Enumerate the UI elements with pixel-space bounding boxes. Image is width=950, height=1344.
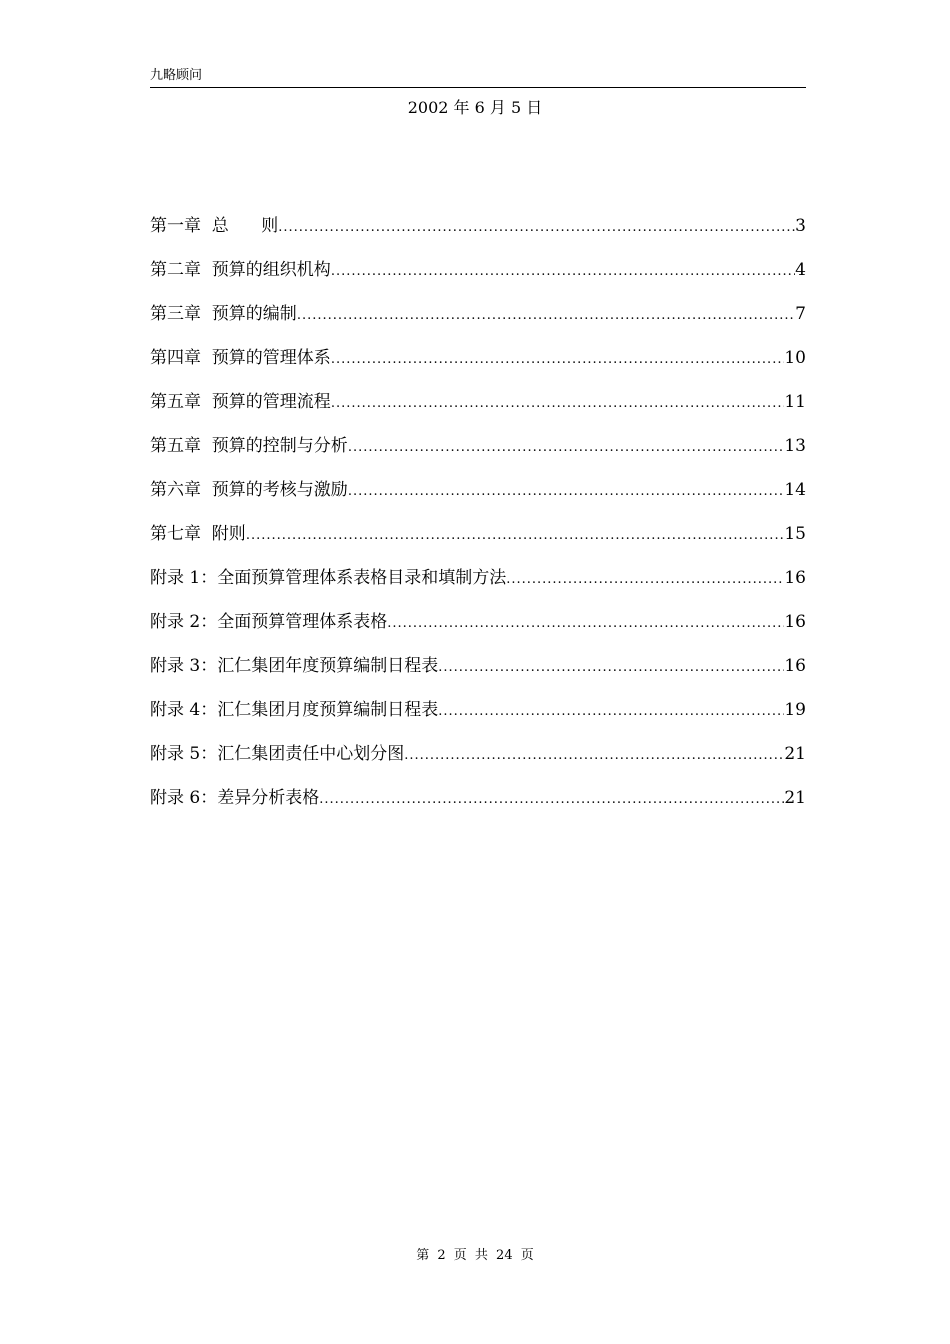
page-number-footer: 第 2 页 共 24 页 bbox=[416, 1248, 534, 1263]
toc-entry-label: 附录 6：差异分析表格 bbox=[150, 788, 320, 808]
toc-entry[interactable] bbox=[150, 786, 806, 830]
toc-entry[interactable] bbox=[150, 346, 806, 390]
toc-dot-leader bbox=[438, 656, 784, 680]
toc-entry-label: 附录 4：汇仁集团月度预算编制日程表 bbox=[150, 700, 439, 720]
toc-entry-page: 16 bbox=[784, 568, 806, 588]
toc-entry-label: 附录 3：汇仁集团年度预算编制日程表 bbox=[150, 656, 439, 676]
toc-entry-label: 附录 5：汇仁集团责任中心划分图 bbox=[150, 744, 405, 764]
toc-entry-page: 21 bbox=[784, 744, 806, 764]
toc-entry[interactable] bbox=[150, 522, 806, 566]
toc-entry[interactable] bbox=[150, 302, 806, 346]
toc-entry-page: 7 bbox=[795, 304, 806, 324]
toc-entry[interactable] bbox=[150, 434, 806, 478]
toc-dot-leader bbox=[506, 568, 784, 592]
toc-dot-leader bbox=[387, 612, 784, 636]
toc-entry-label: 第三章 预算的编制 bbox=[150, 304, 297, 324]
toc-entry-page: 15 bbox=[784, 524, 806, 544]
toc-entry[interactable] bbox=[150, 698, 806, 742]
toc-dot-leader bbox=[297, 304, 795, 328]
toc-dot-leader bbox=[246, 524, 785, 548]
page-header bbox=[150, 67, 806, 88]
toc-entry-page: 19 bbox=[784, 700, 806, 720]
toc-entry[interactable] bbox=[150, 566, 806, 610]
toc-entry-page: 4 bbox=[795, 260, 806, 280]
toc-entry-label: 第五章 预算的控制与分析 bbox=[150, 436, 348, 456]
toc-entry[interactable] bbox=[150, 610, 806, 654]
toc-entry-page: 14 bbox=[784, 480, 806, 500]
toc-dot-leader bbox=[331, 260, 795, 284]
toc-dot-leader bbox=[278, 216, 795, 240]
toc-entry[interactable] bbox=[150, 258, 806, 302]
toc-entry-label: 第二章 预算的组织机构 bbox=[150, 260, 331, 280]
toc-entry-label: 第六章 预算的考核与激励 bbox=[150, 480, 348, 500]
toc-dot-leader bbox=[331, 348, 785, 372]
toc-entry-label: 第五章 预算的管理流程 bbox=[150, 392, 331, 412]
toc-entry[interactable] bbox=[150, 478, 806, 522]
toc-dot-leader bbox=[331, 392, 785, 416]
header-company-name: 九略顾问 bbox=[150, 68, 203, 83]
toc-entry-label: 附录 1：全面预算管理体系表格目录和填制方法 bbox=[150, 568, 507, 588]
table-of-contents bbox=[150, 214, 806, 830]
toc-dot-leader bbox=[438, 700, 784, 724]
toc-dot-leader bbox=[319, 788, 784, 812]
toc-entry[interactable] bbox=[150, 214, 806, 258]
toc-dot-leader bbox=[404, 744, 784, 768]
toc-entry-page: 16 bbox=[784, 612, 806, 632]
document-date: 2002 年 6 月 5 日 bbox=[407, 98, 543, 117]
toc-entry-label: 第四章 预算的管理体系 bbox=[150, 348, 331, 368]
toc-entry-page: 10 bbox=[784, 348, 806, 368]
toc-dot-leader bbox=[348, 436, 785, 460]
toc-entry-page: 11 bbox=[784, 392, 806, 412]
toc-entry-label: 第七章 附则 bbox=[150, 524, 246, 544]
toc-entry-page: 16 bbox=[784, 656, 806, 676]
toc-entry-label: 第一章 总 则 bbox=[150, 216, 279, 236]
toc-entry-page: 21 bbox=[784, 788, 806, 808]
toc-entry-page: 13 bbox=[784, 436, 806, 456]
toc-entry[interactable] bbox=[150, 742, 806, 786]
toc-entry-page: 3 bbox=[795, 216, 806, 236]
toc-entry-label: 附录 2：全面预算管理体系表格 bbox=[150, 612, 388, 632]
toc-dot-leader bbox=[348, 480, 785, 504]
toc-entry[interactable] bbox=[150, 654, 806, 698]
toc-entry[interactable] bbox=[150, 390, 806, 434]
